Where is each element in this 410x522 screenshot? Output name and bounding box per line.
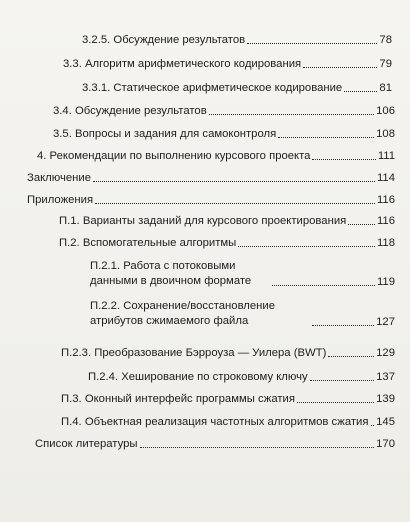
toc-entry-text: П.2.4. Хеширование по строковому ключу: [88, 371, 308, 383]
toc-entry-text: Заключение: [27, 172, 91, 184]
dot-leader: [95, 202, 375, 204]
toc-entry-p2: [59, 236, 395, 250]
toc-page-number: 106: [376, 105, 395, 117]
toc-page-number: 111: [377, 150, 395, 162]
toc-entry-p3: [61, 392, 395, 406]
toc-entry-text: 3.3.1. Статическое арифметическое кодирование: [82, 82, 343, 94]
toc-page-number: 170: [376, 438, 395, 450]
dot-leader: [247, 42, 377, 44]
toc-page-number: 116: [376, 194, 395, 206]
toc-entry-text: 3.2.5. Обсуждение результатов: [82, 34, 246, 46]
dot-leader: [303, 66, 377, 68]
dot-leader: [209, 113, 374, 115]
toc-entry-text: П.3. Оконный интерфейс программы сжатия: [61, 393, 295, 405]
toc-entry-text: 4. Рекомендации по выполнению курсового проекта: [37, 150, 311, 162]
toc-entry-text: П.2.2. Сохранение/восстановление атрибутов сжимаемого файла: [90, 300, 276, 327]
toc-entry-p2-4: [88, 370, 395, 384]
dot-leader: [371, 424, 375, 426]
dot-leader: [348, 223, 375, 225]
toc-entry-text: Список литературы: [35, 438, 138, 450]
toc-entry-appendices: [27, 193, 395, 207]
toc-page-number: 129: [376, 347, 395, 359]
toc-page-number: 79: [379, 58, 392, 70]
toc-entry-3-2-5: [82, 33, 392, 47]
toc-page-number: 118: [376, 237, 395, 249]
toc-page-number: 127: [376, 316, 395, 328]
toc-page-number: 116: [376, 215, 395, 227]
toc-entry-conclusion: [27, 171, 395, 185]
toc-entry-p2-3: [61, 346, 395, 360]
toc-entry-text: 3.5. Вопросы и задания для самоконтроля: [53, 128, 277, 140]
toc-entry-3-4: [53, 104, 395, 118]
toc-page-number: 137: [376, 371, 395, 383]
dot-leader: [312, 324, 374, 326]
dot-leader: [278, 136, 374, 138]
toc-entry-text: П.2. Вспомогательные алгоритмы: [59, 237, 237, 249]
toc-page-number: 139: [376, 393, 395, 405]
dot-leader: [328, 355, 374, 357]
toc-entry-p4: [61, 415, 395, 429]
dot-leader: [344, 90, 377, 92]
toc-entry-p2-1: [90, 259, 395, 289]
dot-leader: [140, 446, 375, 448]
dot-leader: [272, 284, 375, 286]
dot-leader: [310, 379, 374, 381]
toc-page-number: 114: [376, 172, 395, 184]
toc-page-number: 145: [376, 416, 395, 428]
toc-page-number: 81: [379, 82, 392, 94]
dot-leader: [93, 180, 375, 182]
toc-entry-text: П.2.3. Преобразование Бэрроуза — Уилера (BWT): [61, 347, 327, 359]
toc-entry-text: П.4. Объектная реализация частотных алгоритмов сжатия: [61, 416, 369, 428]
toc-entry-p2-2: [90, 299, 395, 329]
toc-entry-text: 3.4. Обсуждение результатов: [53, 105, 207, 117]
dot-leader: [238, 245, 375, 247]
toc-page-number: 78: [379, 34, 392, 46]
toc-entry-text: П.2.1. Работа с потоковыми данными в двоичном формате: [90, 260, 252, 287]
toc-entry-3-3-1: [82, 81, 392, 95]
toc-entry-3-3: [63, 57, 392, 71]
dot-leader: [297, 401, 374, 403]
dot-leader: [312, 158, 375, 160]
toc-entry-text: Приложения: [27, 194, 94, 206]
toc-entry-text: П.1. Варианты заданий для курсового проектирования: [59, 215, 347, 227]
toc-page-number: 108: [376, 128, 395, 140]
toc-entry-3-5: [53, 127, 395, 141]
toc-entry-p1: [59, 214, 395, 228]
toc-page-number: 119: [376, 276, 395, 288]
toc-entry-4: [37, 149, 395, 163]
toc-entry-text: 3.3. Алгоритм арифметического кодирования: [63, 58, 302, 70]
toc-entry-bibliography: [35, 437, 395, 451]
